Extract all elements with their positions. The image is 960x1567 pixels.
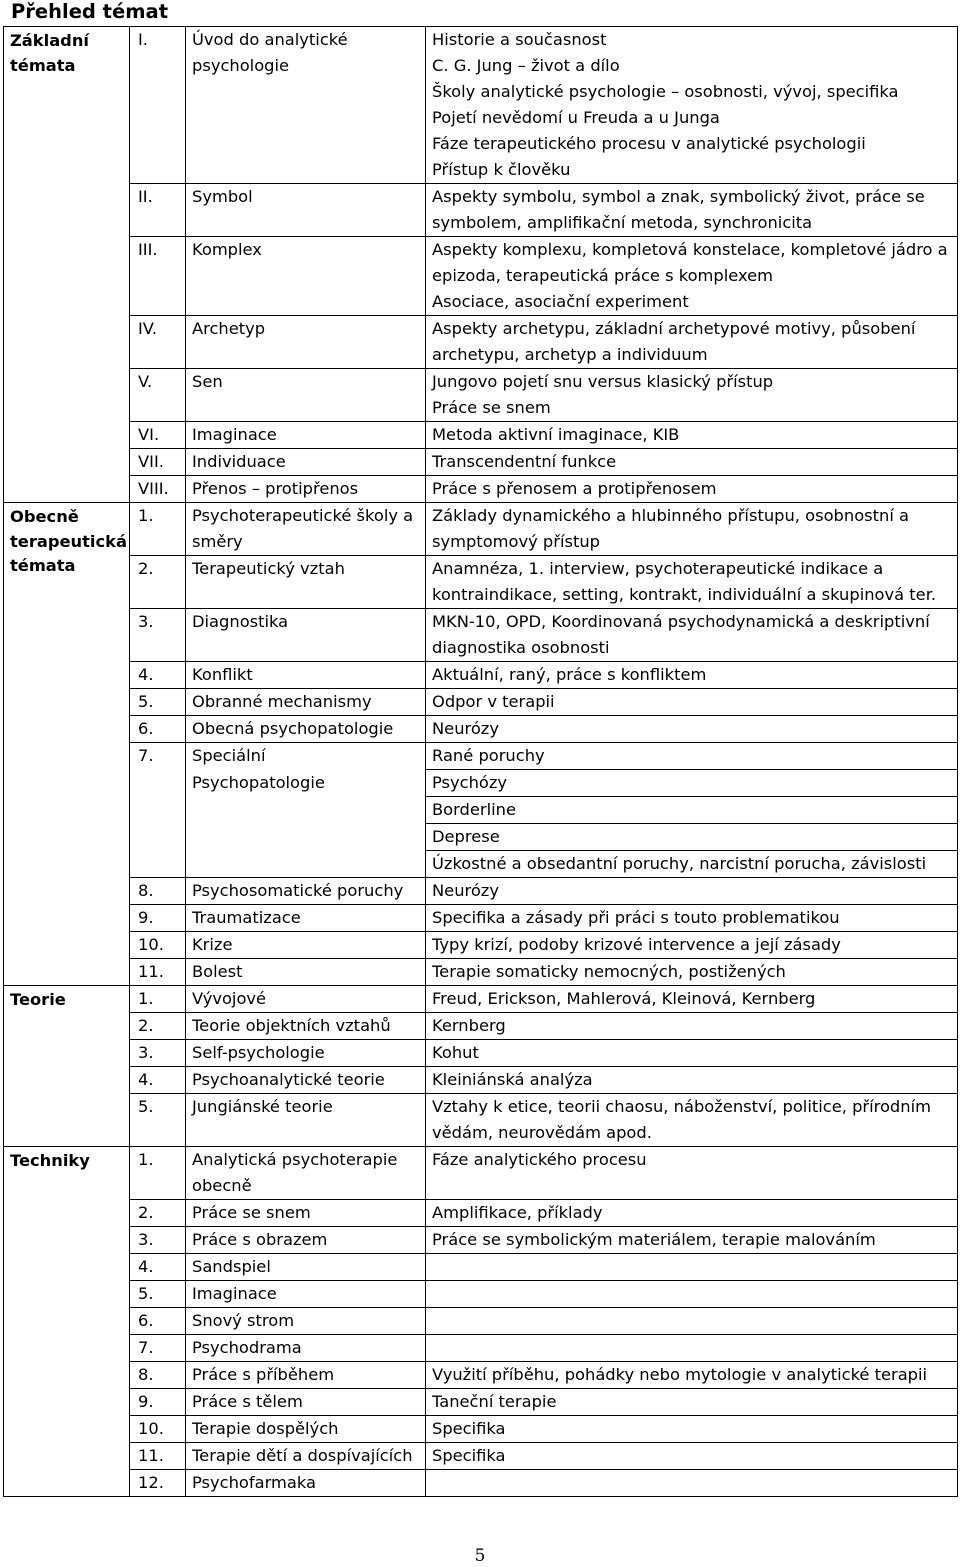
row-topic: Psychosomatické poruchy bbox=[186, 878, 426, 905]
section-heading: Teorie bbox=[4, 986, 130, 1147]
row-description: Úzkostné a obsedantní poruchy, narcistní porucha, závislosti bbox=[426, 851, 958, 878]
row-number: IV. bbox=[130, 316, 186, 369]
table-row bbox=[4, 1362, 958, 1389]
table-row bbox=[4, 716, 958, 743]
row-number: II. bbox=[130, 184, 186, 237]
row-description: Taneční terapie bbox=[426, 1389, 958, 1416]
row-description: Aspekty symbolu, symbol a znak, symbolický život, práce se symbolem, amplifikační metoda, synchronicita bbox=[426, 184, 958, 237]
row-number: 2. bbox=[130, 1013, 186, 1040]
row-topic: Terapie dětí a dospívajících bbox=[186, 1443, 426, 1470]
table-row bbox=[4, 824, 958, 851]
row-number: 10. bbox=[130, 932, 186, 959]
table-row bbox=[4, 449, 958, 476]
table-row bbox=[4, 851, 958, 878]
row-topic: Obecná psychopatologie bbox=[186, 716, 426, 743]
table-row bbox=[4, 797, 958, 824]
table-row bbox=[4, 316, 958, 369]
section-heading: Techniky bbox=[4, 1147, 130, 1497]
row-topic: Jungiánské teorie bbox=[186, 1094, 426, 1147]
row-topic bbox=[186, 824, 426, 851]
row-number: 1. bbox=[130, 503, 186, 556]
table-row bbox=[4, 1443, 958, 1470]
row-number: 5. bbox=[130, 1281, 186, 1308]
row-description: Anamnéza, 1. interview, psychoterapeutické indikace a kontraindikace, setting, kontrakt, individuální a skupinová ter. bbox=[426, 556, 958, 609]
row-description: Specifika a zásady při práci s touto problematikou bbox=[426, 905, 958, 932]
row-description bbox=[426, 1281, 958, 1308]
row-number: 9. bbox=[130, 905, 186, 932]
table-row bbox=[4, 27, 958, 184]
row-description: Aspekty archetypu, základní archetypové motivy, působení archetypu, archetyp a individuum bbox=[426, 316, 958, 369]
row-topic bbox=[186, 797, 426, 824]
row-number bbox=[130, 824, 186, 851]
row-topic: Terapie dospělých bbox=[186, 1416, 426, 1443]
row-number: 6. bbox=[130, 1308, 186, 1335]
row-description bbox=[426, 1470, 958, 1497]
table-row bbox=[4, 1416, 958, 1443]
row-description: Základy dynamického a hlubinného přístupu, osobnostní a symptomový přístup bbox=[426, 503, 958, 556]
table-row bbox=[4, 770, 958, 797]
row-topic: Bolest bbox=[186, 959, 426, 986]
row-topic: Individuace bbox=[186, 449, 426, 476]
row-number: 1. bbox=[130, 986, 186, 1013]
row-description: Kohut bbox=[426, 1040, 958, 1067]
row-description: Deprese bbox=[426, 824, 958, 851]
row-topic: Psychofarmaka bbox=[186, 1470, 426, 1497]
row-topic: Psychodrama bbox=[186, 1335, 426, 1362]
row-number: 11. bbox=[130, 1443, 186, 1470]
table-row bbox=[4, 1335, 958, 1362]
row-topic: Imaginace bbox=[186, 1281, 426, 1308]
page-number: 5 bbox=[474, 1546, 486, 1566]
row-number: 5. bbox=[130, 1094, 186, 1147]
row-description: Využití příběhu, pohádky nebo mytologie v analytické terapii bbox=[426, 1362, 958, 1389]
table-row bbox=[4, 662, 958, 689]
row-description bbox=[426, 1308, 958, 1335]
row-description: Terapie somaticky nemocných, postižených bbox=[426, 959, 958, 986]
table-row bbox=[4, 1281, 958, 1308]
row-number: VIII. bbox=[130, 476, 186, 503]
table-row bbox=[4, 743, 958, 770]
table-row bbox=[4, 237, 958, 316]
table-row bbox=[4, 609, 958, 662]
row-number: 6. bbox=[130, 716, 186, 743]
table-row bbox=[4, 689, 958, 716]
row-topic: Snový strom bbox=[186, 1308, 426, 1335]
row-number: 4. bbox=[130, 662, 186, 689]
row-number: 8. bbox=[130, 878, 186, 905]
row-topic: Komplex bbox=[186, 237, 426, 316]
row-topic: Imaginace bbox=[186, 422, 426, 449]
row-topic: Krize bbox=[186, 932, 426, 959]
row-description: Aspekty komplexu, kompletová konstelace, kompletové jádro a epizoda, terapeutická práce s komplexem Asociace, asociační experiment bbox=[426, 237, 958, 316]
table-row bbox=[4, 1067, 958, 1094]
section-heading: Obecně terapeutická témata bbox=[4, 503, 130, 986]
section-heading: Základní témata bbox=[4, 27, 130, 503]
row-number: VI. bbox=[130, 422, 186, 449]
row-description: Specifika bbox=[426, 1443, 958, 1470]
table-row bbox=[4, 369, 958, 422]
row-topic: Analytická psychoterapie obecně bbox=[186, 1147, 426, 1200]
row-number: VII. bbox=[130, 449, 186, 476]
row-number bbox=[130, 797, 186, 824]
table-row bbox=[4, 878, 958, 905]
row-description: Metoda aktivní imaginace, KIB bbox=[426, 422, 958, 449]
row-description: Amplifikace, příklady bbox=[426, 1200, 958, 1227]
row-topic: Sandspiel bbox=[186, 1254, 426, 1281]
row-description: Typy krizí, podoby krizové intervence a její zásady bbox=[426, 932, 958, 959]
table-row bbox=[4, 1389, 958, 1416]
row-description: Specifika bbox=[426, 1416, 958, 1443]
row-number: 7. bbox=[130, 1335, 186, 1362]
row-number: 4. bbox=[130, 1067, 186, 1094]
row-topic: Speciální bbox=[186, 743, 426, 770]
row-topic: Symbol bbox=[186, 184, 426, 237]
row-topic: Práce s tělem bbox=[186, 1389, 426, 1416]
document-title: Přehled témat bbox=[11, 0, 169, 23]
row-description: Fáze analytického procesu bbox=[426, 1147, 958, 1200]
row-topic: Práce s obrazem bbox=[186, 1227, 426, 1254]
row-description: Kernberg bbox=[426, 1013, 958, 1040]
table-row bbox=[4, 1470, 958, 1497]
row-number: 5. bbox=[130, 689, 186, 716]
row-number bbox=[130, 770, 186, 797]
row-number: 3. bbox=[130, 1040, 186, 1067]
row-number: 7. bbox=[130, 743, 186, 770]
row-number: 4. bbox=[130, 1254, 186, 1281]
row-description: Transcendentní funkce bbox=[426, 449, 958, 476]
row-topic: Práce se snem bbox=[186, 1200, 426, 1227]
row-number: 8. bbox=[130, 1362, 186, 1389]
row-description bbox=[426, 1335, 958, 1362]
row-topic: Self-psychologie bbox=[186, 1040, 426, 1067]
row-number: 11. bbox=[130, 959, 186, 986]
row-number: 12. bbox=[130, 1470, 186, 1497]
row-topic: Diagnostika bbox=[186, 609, 426, 662]
row-number: 2. bbox=[130, 1200, 186, 1227]
row-topic: Přenos – protipřenos bbox=[186, 476, 426, 503]
row-description: Historie a současnost C. G. Jung – život a dílo Školy analytické psychologie – osobnosti, vývoj, specifika Pojetí nevědomí u Freuda a u Junga Fáze terapeutického procesu v analytické psychologii Přístup k člověku bbox=[426, 27, 958, 184]
row-number: V. bbox=[130, 369, 186, 422]
table-row bbox=[4, 422, 958, 449]
row-description: Práce s přenosem a protipřenosem bbox=[426, 476, 958, 503]
table-row bbox=[4, 1254, 958, 1281]
row-number: 9. bbox=[130, 1389, 186, 1416]
row-description: Vztahy k etice, teorii chaosu, náboženství, politice, přírodním vědám, neurovědám apod. bbox=[426, 1094, 958, 1147]
row-topic: Traumatizace bbox=[186, 905, 426, 932]
table-row bbox=[4, 1040, 958, 1067]
table-row bbox=[4, 905, 958, 932]
row-topic: Teorie objektních vztahů bbox=[186, 1013, 426, 1040]
table-row bbox=[4, 932, 958, 959]
row-topic: Konflikt bbox=[186, 662, 426, 689]
table-row bbox=[4, 503, 958, 556]
row-topic bbox=[186, 851, 426, 878]
table-row bbox=[4, 1094, 958, 1147]
table-row bbox=[4, 1308, 958, 1335]
row-description: MKN-10, OPD, Koordinovaná psychodynamická a deskriptivní diagnostika osobnosti bbox=[426, 609, 958, 662]
row-topic: Psychopatologie bbox=[186, 770, 426, 797]
row-description: Freud, Erickson, Mahlerová, Kleinová, Kernberg bbox=[426, 986, 958, 1013]
row-description bbox=[426, 1254, 958, 1281]
row-number: 1. bbox=[130, 1147, 186, 1200]
row-description: Jungovo pojetí snu versus klasický přístup Práce se snem bbox=[426, 369, 958, 422]
row-topic: Sen bbox=[186, 369, 426, 422]
row-description: Odpor v terapii bbox=[426, 689, 958, 716]
row-topic: Psychoterapeutické školy a směry bbox=[186, 503, 426, 556]
row-number: 2. bbox=[130, 556, 186, 609]
row-description: Neurózy bbox=[426, 878, 958, 905]
row-topic: Archetyp bbox=[186, 316, 426, 369]
topics-table bbox=[3, 26, 958, 1497]
row-number: I. bbox=[130, 27, 186, 184]
row-topic: Úvod do analytické psychologie bbox=[186, 27, 426, 184]
table-row bbox=[4, 959, 958, 986]
row-description: Kleiniánská analýza bbox=[426, 1067, 958, 1094]
table-row bbox=[4, 184, 958, 237]
row-description: Neurózy bbox=[426, 716, 958, 743]
row-topic: Psychoanalytické teorie bbox=[186, 1067, 426, 1094]
row-number: 3. bbox=[130, 1227, 186, 1254]
row-description: Aktuální, raný, práce s konfliktem bbox=[426, 662, 958, 689]
table-row bbox=[4, 1147, 958, 1200]
table-row bbox=[4, 1013, 958, 1040]
row-topic: Práce s příběhem bbox=[186, 1362, 426, 1389]
row-number: III. bbox=[130, 237, 186, 316]
row-description: Psychózy bbox=[426, 770, 958, 797]
row-topic: Obranné mechanismy bbox=[186, 689, 426, 716]
table-row bbox=[4, 986, 958, 1013]
table-row bbox=[4, 1200, 958, 1227]
row-description: Borderline bbox=[426, 797, 958, 824]
row-topic: Vývojové bbox=[186, 986, 426, 1013]
row-topic: Terapeutický vztah bbox=[186, 556, 426, 609]
row-number bbox=[130, 851, 186, 878]
row-description: Práce se symbolickým materiálem, terapie malováním bbox=[426, 1227, 958, 1254]
row-number: 10. bbox=[130, 1416, 186, 1443]
table-row bbox=[4, 1227, 958, 1254]
table-row bbox=[4, 476, 958, 503]
table-row bbox=[4, 556, 958, 609]
row-number: 3. bbox=[130, 609, 186, 662]
row-description: Rané poruchy bbox=[426, 743, 958, 770]
